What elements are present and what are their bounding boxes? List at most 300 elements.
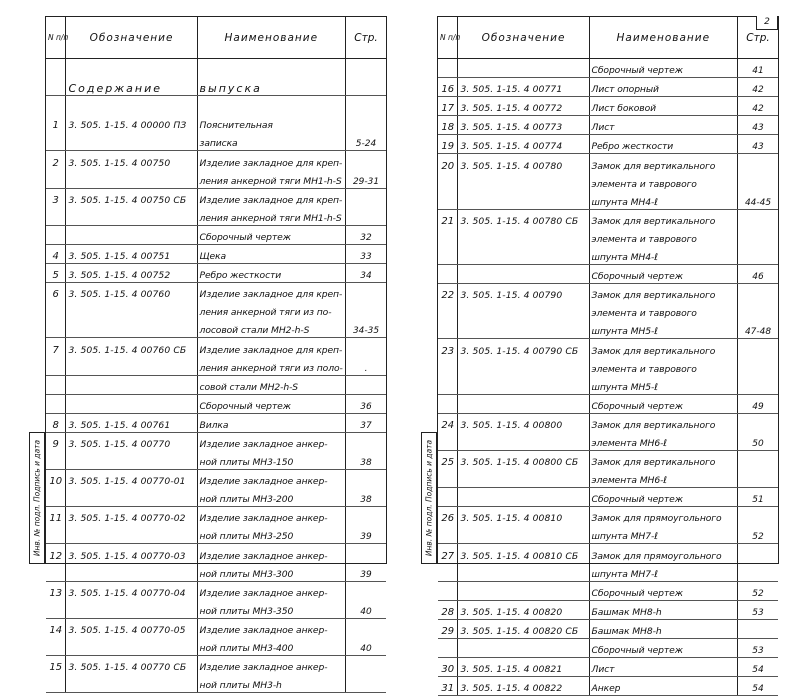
row-designation: 3. 505. 1-15. 4 00821 xyxy=(458,658,589,677)
row-page xyxy=(738,209,778,228)
table-row xyxy=(438,116,778,135)
row-name: шпунта МН5-ℓ xyxy=(589,376,737,395)
row-designation xyxy=(458,246,589,265)
row-number: 5 xyxy=(46,264,66,283)
row-number xyxy=(438,525,458,544)
table-row xyxy=(46,207,386,226)
row-name: Ребро жесткости xyxy=(197,264,345,283)
row-designation xyxy=(66,319,197,338)
row-designation xyxy=(458,376,589,395)
row-designation xyxy=(66,637,197,656)
header-name: Наименование xyxy=(589,17,737,59)
table-row xyxy=(438,135,778,154)
row-number: 29 xyxy=(438,619,458,638)
row-name: элемента МН6-ℓ xyxy=(589,469,737,488)
row-page xyxy=(738,358,778,376)
row-name: шпунта МН4-ℓ xyxy=(589,246,737,265)
table-row xyxy=(438,191,778,210)
row-designation xyxy=(458,581,589,600)
row-name: Лист xyxy=(589,116,737,135)
table-row xyxy=(46,637,386,656)
row-designation xyxy=(66,357,197,376)
row-page xyxy=(738,154,778,173)
row-name: Изделие закладное анкер- xyxy=(197,507,345,526)
row-designation xyxy=(458,265,589,284)
row-name: Сборочный чертеж xyxy=(589,394,737,413)
row-number: 15 xyxy=(46,656,66,675)
row-name: Сборочный чертеж xyxy=(589,59,737,78)
table-row xyxy=(46,319,386,338)
row-page xyxy=(346,656,386,675)
row-number: 12 xyxy=(46,544,66,563)
row-number xyxy=(438,358,458,376)
row-number: 20 xyxy=(438,154,458,173)
row-number: 24 xyxy=(438,413,458,432)
row-name: Лист xyxy=(589,658,737,677)
row-page: 41 xyxy=(738,59,778,78)
row-designation: 3. 505. 1-15. 4 00800 СБ xyxy=(458,450,589,469)
row-name: лосовой стали МН2-h-S xyxy=(197,319,345,338)
row-number xyxy=(46,394,66,413)
table-row xyxy=(46,264,386,283)
table-row xyxy=(46,151,386,170)
row-page: 38 xyxy=(346,451,386,470)
right-contents-table xyxy=(438,17,778,696)
table-row xyxy=(438,265,778,284)
header-page: Стр. xyxy=(346,17,386,59)
row-page xyxy=(346,151,386,170)
table-row xyxy=(46,375,386,394)
row-designation: 3. 505. 1-15. 4 00770-02 xyxy=(66,507,197,526)
row-designation: 3. 505. 1-15. 4 00751 xyxy=(66,244,197,263)
row-designation: 3. 505. 1-15. 4 00770-01 xyxy=(66,470,197,489)
header-designation: Обозначение xyxy=(458,17,589,59)
row-designation: 3. 505. 1-15. 4 00822 xyxy=(458,677,589,696)
table-row xyxy=(438,339,778,358)
row-page: 46 xyxy=(738,265,778,284)
table-row xyxy=(46,618,386,637)
header-num: N п/п xyxy=(438,17,458,59)
row-number xyxy=(438,228,458,246)
table-row xyxy=(438,78,778,97)
row-page xyxy=(738,339,778,358)
row-name: Изделие закладное для креп- xyxy=(197,338,345,357)
table-row xyxy=(46,77,386,96)
row-number: 4 xyxy=(46,244,66,263)
table-row xyxy=(46,470,386,489)
row-name: записка xyxy=(197,132,345,151)
row-page xyxy=(738,507,778,526)
table-row xyxy=(438,488,778,507)
row-page xyxy=(346,301,386,319)
row-number: 14 xyxy=(46,618,66,637)
table-row xyxy=(438,638,778,657)
row-page xyxy=(738,469,778,488)
row-designation: 3. 505. 1-15. 4 00760 xyxy=(66,283,197,302)
row-page: 34 xyxy=(346,264,386,283)
row-name: Замок для вертикального xyxy=(589,413,737,432)
row-designation xyxy=(66,525,197,544)
row-number xyxy=(46,600,66,619)
row-name: Пояснительная xyxy=(197,114,345,132)
row-name: Лист опорный xyxy=(589,78,737,97)
row-number: 30 xyxy=(438,658,458,677)
row-name: совой стали МН2-h-S xyxy=(197,375,345,394)
table-row xyxy=(438,376,778,395)
row-page: 43 xyxy=(738,116,778,135)
row-designation: 3. 505. 1-15. 4 00770-05 xyxy=(66,618,197,637)
row-page: 5-24 xyxy=(346,132,386,151)
row-designation xyxy=(66,225,197,244)
row-page: 33 xyxy=(346,244,386,263)
row-name: Изделие закладное анкер- xyxy=(197,470,345,489)
row-number xyxy=(438,581,458,600)
row-designation xyxy=(66,59,197,78)
row-designation xyxy=(66,96,197,115)
row-number: 2 xyxy=(46,151,66,170)
row-name: Замок для прямоугольного xyxy=(589,507,737,526)
row-page xyxy=(738,563,778,582)
row-name: Ребро жесткости xyxy=(589,135,737,154)
row-designation: Содержание xyxy=(66,77,197,96)
row-page: 39 xyxy=(346,525,386,544)
row-designation xyxy=(458,525,589,544)
row-name: Замок для вертикального xyxy=(589,284,737,303)
row-number xyxy=(46,488,66,507)
table-row xyxy=(46,301,386,319)
row-name: Сборочный чертеж xyxy=(589,638,737,657)
row-name: Замок для вертикального xyxy=(589,339,737,358)
row-name: элемента и таврового xyxy=(589,358,737,376)
table-row xyxy=(438,507,778,526)
table-row xyxy=(438,173,778,191)
row-name: Башмак МН8-h xyxy=(589,619,737,638)
table-row xyxy=(438,432,778,451)
row-designation: 3. 505. 1-15. 4 00780 xyxy=(458,154,589,173)
row-name: Щека xyxy=(197,244,345,263)
row-name: Лист боковой xyxy=(589,97,737,116)
row-page: 47-48 xyxy=(738,320,778,339)
row-designation xyxy=(458,358,589,376)
row-number: 17 xyxy=(438,97,458,116)
row-designation: 3. 505. 1-15. 4 00820 xyxy=(458,600,589,619)
row-page xyxy=(346,283,386,302)
header-name: Наименование xyxy=(197,17,345,59)
table-row xyxy=(46,451,386,470)
row-number xyxy=(438,246,458,265)
table-row xyxy=(438,619,778,638)
row-number xyxy=(46,637,66,656)
row-name: ной плиты МН3-150 xyxy=(197,451,345,470)
row-number xyxy=(46,207,66,226)
table-row xyxy=(438,154,778,173)
row-number: 13 xyxy=(46,581,66,600)
row-number xyxy=(438,320,458,339)
row-name: шпунта МН7-ℓ xyxy=(589,563,737,582)
row-page xyxy=(346,507,386,526)
row-name: Башмак МН8-h xyxy=(589,600,737,619)
row-page: 53 xyxy=(738,638,778,657)
row-name: Изделие закладное анкер- xyxy=(197,432,345,451)
row-number xyxy=(46,375,66,394)
table-row xyxy=(46,283,386,302)
row-name: Анкер xyxy=(589,677,737,696)
row-number xyxy=(438,638,458,657)
row-page: 44-45 xyxy=(738,191,778,210)
stamp-text: Инв. № подл. Подпись и дата xyxy=(32,439,42,557)
left-inventory-stamp xyxy=(29,432,45,564)
row-name: ной плиты МН3-250 xyxy=(197,525,345,544)
page-number: 2 xyxy=(756,16,778,30)
table-row xyxy=(46,544,386,563)
row-name: ной плиты МН3-200 xyxy=(197,488,345,507)
table-row xyxy=(438,469,778,488)
row-designation: 3. 505. 1-15. 4 00780 СБ xyxy=(458,209,589,228)
row-designation: 3. 505. 1-15. 4 00810 xyxy=(458,507,589,526)
row-name: Изделие закладное анкер- xyxy=(197,656,345,675)
row-page xyxy=(346,375,386,394)
row-page: 52 xyxy=(738,581,778,600)
table-row xyxy=(438,97,778,116)
row-name: Сборочный чертеж xyxy=(197,225,345,244)
row-name: Изделие закладное для креп- xyxy=(197,188,345,207)
row-name: шпунта МН5-ℓ xyxy=(589,320,737,339)
row-page xyxy=(738,450,778,469)
row-page xyxy=(738,228,778,246)
row-number: 7 xyxy=(46,338,66,357)
row-designation xyxy=(458,173,589,191)
row-number xyxy=(438,191,458,210)
row-number xyxy=(438,376,458,395)
row-designation: 3. 505. 1-15. 4 00752 xyxy=(66,264,197,283)
row-number xyxy=(46,132,66,151)
row-number xyxy=(46,96,66,115)
table-row xyxy=(438,677,778,696)
row-designation: 3. 505. 1-15. 4 00770 СБ xyxy=(66,656,197,675)
table-row xyxy=(46,96,386,115)
right-sheet xyxy=(437,16,779,695)
row-number: 11 xyxy=(46,507,66,526)
row-designation: 3. 505. 1-15. 4 00771 xyxy=(458,78,589,97)
row-number: 23 xyxy=(438,339,458,358)
row-name: Сборочный чертеж xyxy=(589,265,737,284)
row-page xyxy=(738,302,778,320)
header-designation: Обозначение xyxy=(66,17,197,59)
row-designation: 3. 505. 1-15. 4 00810 СБ xyxy=(458,544,589,563)
row-name: ной плиты МН3-400 xyxy=(197,637,345,656)
row-designation xyxy=(66,600,197,619)
row-page: 42 xyxy=(738,78,778,97)
left-contents-table xyxy=(46,17,386,693)
table-row xyxy=(438,581,778,600)
row-number: 31 xyxy=(438,677,458,696)
row-number: 27 xyxy=(438,544,458,563)
row-designation xyxy=(66,375,197,394)
row-name: шпунта МН7-ℓ xyxy=(589,525,737,544)
table-row xyxy=(438,320,778,339)
row-number xyxy=(46,77,66,96)
row-page: 37 xyxy=(346,413,386,432)
row-designation: 3. 505. 1-15. 4 00770-03 xyxy=(66,544,197,563)
row-page xyxy=(738,619,778,638)
row-number xyxy=(438,302,458,320)
row-designation xyxy=(66,132,197,151)
table-row xyxy=(46,132,386,151)
row-name xyxy=(197,59,345,78)
row-number: 26 xyxy=(438,507,458,526)
table-row xyxy=(438,525,778,544)
row-designation: 3. 505. 1-15. 4 00770-04 xyxy=(66,581,197,600)
row-page: 40 xyxy=(346,600,386,619)
row-designation: 3. 505. 1-15. 4 00770 xyxy=(66,432,197,451)
row-number xyxy=(46,301,66,319)
row-number xyxy=(438,59,458,78)
row-designation: 3. 505. 1-15. 4 00790 xyxy=(458,284,589,303)
row-designation: 3. 505. 1-15. 4 00790 СБ xyxy=(458,339,589,358)
table-row xyxy=(46,563,386,582)
table-row xyxy=(438,658,778,677)
table-row xyxy=(46,507,386,526)
row-name: ления анкерной тяги из по- xyxy=(197,301,345,319)
row-number xyxy=(46,525,66,544)
row-designation: 3. 505. 1-15. 4 00800 xyxy=(458,413,589,432)
table-row xyxy=(438,413,778,432)
table-row xyxy=(438,209,778,228)
row-number: 21 xyxy=(438,209,458,228)
table-row xyxy=(438,246,778,265)
row-number xyxy=(438,563,458,582)
table-row xyxy=(438,394,778,413)
table-row xyxy=(46,114,386,132)
row-number xyxy=(46,225,66,244)
row-page xyxy=(346,432,386,451)
table-row xyxy=(438,302,778,320)
row-name: Сборочный чертеж xyxy=(197,394,345,413)
row-page: 51 xyxy=(738,488,778,507)
row-number xyxy=(438,265,458,284)
row-page xyxy=(738,173,778,191)
row-page xyxy=(346,59,386,78)
row-name: Замок для прямоугольного xyxy=(589,544,737,563)
row-page: 39 xyxy=(346,563,386,582)
row-designation xyxy=(458,302,589,320)
row-page: 43 xyxy=(738,135,778,154)
row-designation xyxy=(458,320,589,339)
table-row xyxy=(46,413,386,432)
row-name: ной плиты МН3-300 xyxy=(197,563,345,582)
row-page: . xyxy=(346,357,386,376)
row-designation: 3. 505. 1-15. 4 00750 СБ xyxy=(66,188,197,207)
row-name: Изделие закладное анкер- xyxy=(197,544,345,563)
row-number xyxy=(438,488,458,507)
row-page: 34-35 xyxy=(346,319,386,338)
row-page xyxy=(346,207,386,226)
row-designation xyxy=(66,301,197,319)
row-designation xyxy=(458,59,589,78)
row-number: 3 xyxy=(46,188,66,207)
row-name: Изделие закладное для креп- xyxy=(197,151,345,170)
row-number: 8 xyxy=(46,413,66,432)
table-row xyxy=(46,170,386,189)
row-designation xyxy=(458,469,589,488)
row-page: 40 xyxy=(346,637,386,656)
row-page xyxy=(738,544,778,563)
table-header xyxy=(46,17,386,59)
row-page xyxy=(346,96,386,115)
row-number xyxy=(438,432,458,451)
row-page xyxy=(738,246,778,265)
row-designation xyxy=(66,394,197,413)
row-designation xyxy=(66,488,197,507)
table-row xyxy=(46,488,386,507)
table-row xyxy=(46,338,386,357)
row-name: ления анкерной тяги из поло- xyxy=(197,357,345,376)
table-row xyxy=(46,394,386,413)
table-row xyxy=(46,581,386,600)
row-name: выпуска xyxy=(197,77,345,96)
table-row xyxy=(46,59,386,78)
row-page xyxy=(346,674,386,693)
row-page: 36 xyxy=(346,394,386,413)
row-page: 53 xyxy=(738,600,778,619)
row-designation xyxy=(66,674,197,693)
row-number xyxy=(46,451,66,470)
row-page xyxy=(346,77,386,96)
row-number xyxy=(438,469,458,488)
table-row xyxy=(46,225,386,244)
row-page xyxy=(346,188,386,207)
row-name: Сборочный чертеж xyxy=(589,581,737,600)
row-number: 19 xyxy=(438,135,458,154)
header-num: N п/п xyxy=(46,17,66,59)
row-number xyxy=(46,170,66,189)
row-number: 25 xyxy=(438,450,458,469)
row-number xyxy=(438,394,458,413)
row-designation xyxy=(458,191,589,210)
row-page: 49 xyxy=(738,394,778,413)
table-header xyxy=(438,17,778,59)
right-inventory-stamp xyxy=(421,432,437,564)
table-row xyxy=(46,656,386,675)
row-page xyxy=(738,376,778,395)
row-page: 38 xyxy=(346,488,386,507)
table-row xyxy=(438,600,778,619)
row-name: Замок для вертикального xyxy=(589,154,737,173)
row-designation xyxy=(458,394,589,413)
row-number xyxy=(46,59,66,78)
row-name: ной плиты МН3-350 xyxy=(197,600,345,619)
row-number xyxy=(46,563,66,582)
row-name: шпунта МН4-ℓ xyxy=(589,191,737,210)
row-page xyxy=(346,114,386,132)
row-number xyxy=(46,674,66,693)
row-number xyxy=(438,173,458,191)
row-page: 29-31 xyxy=(346,170,386,189)
row-designation: 3. 505. 1-15. 4 00761 xyxy=(66,413,197,432)
table-row xyxy=(438,284,778,303)
row-page xyxy=(346,470,386,489)
table-row xyxy=(46,357,386,376)
row-name: Вилка xyxy=(197,413,345,432)
row-page xyxy=(738,284,778,303)
row-designation: 3. 505. 1-15. 4 00772 xyxy=(458,97,589,116)
row-name: Изделие закладное для креп- xyxy=(197,283,345,302)
row-designation xyxy=(458,228,589,246)
row-number: 1 xyxy=(46,114,66,132)
row-designation xyxy=(66,170,197,189)
row-page xyxy=(738,413,778,432)
row-page xyxy=(346,581,386,600)
